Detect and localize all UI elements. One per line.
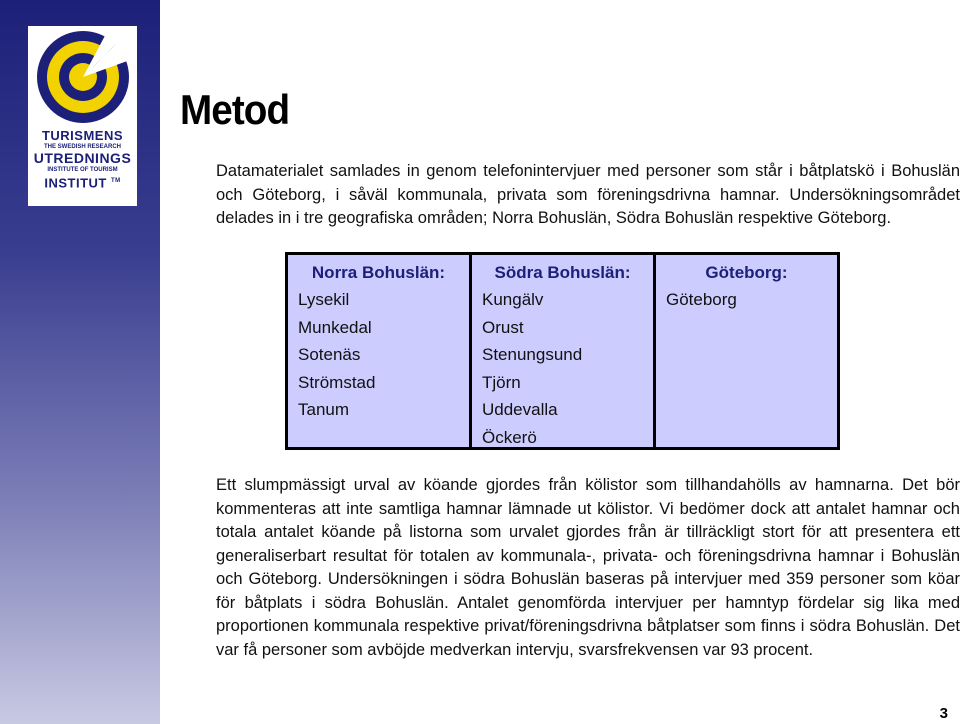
logo-line-5-text: INSTITUT: [44, 175, 107, 191]
list-item: Uddevalla: [482, 400, 558, 419]
list-item: Tjörn: [482, 372, 521, 392]
region-column-sodra: [472, 255, 656, 447]
region-list: [666, 286, 827, 314]
list-item: Stenungsund: [482, 345, 583, 364]
intro-paragraph: Datamaterialet samlades in genom telefonintervjuer med personer som står i båtplatskö i Bohuslän och Göteborg, i såväl kommunala, privata som föreningsdrivna hamnar. Undersökningsområdet delades in i tre geografiska områden; Norra Bohuslän, Södra Bohuslän respektive Göteborg.: [216, 162, 960, 227]
list-item: Öckerö: [482, 427, 537, 447]
logo-trademark: TM: [110, 178, 121, 184]
logo-line-5: [28, 174, 137, 190]
logo-line-2: THE SWEDISH RESEARCH: [43, 144, 121, 150]
list-item: Strömstad: [298, 372, 376, 392]
region-heading: Göteborg:: [705, 263, 788, 282]
page-number: 3: [939, 705, 948, 722]
region-column-goteborg: [656, 255, 837, 447]
logo-line-4: INSTITUTE OF TOURISM: [47, 167, 118, 173]
list-item: Göteborg: [666, 290, 737, 309]
institute-logo: [28, 26, 137, 206]
region-list: [298, 286, 459, 424]
logo-line-3: UTREDNINGS: [33, 150, 132, 166]
region-column-norra: [288, 255, 472, 447]
regions-table: [285, 252, 840, 450]
list-item: Sotenäs: [298, 345, 361, 364]
list-item: Tanum: [298, 400, 350, 419]
logo-text: [28, 128, 137, 190]
list-item: Munkedal: [298, 317, 372, 337]
region-heading: Norra Bohuslän:: [311, 263, 446, 282]
list-item: Kungälv: [482, 290, 544, 309]
logo-emblem-icon: [36, 30, 130, 124]
region-list: [482, 286, 643, 451]
logo-line-1: TURISMENS: [41, 128, 124, 143]
page-title: Metod: [180, 86, 290, 133]
body-paragraph: Ett slumpmässigt urval av köande gjordes från kölistor som tillhandahölls av hamnarna. Det bör kommenteras att inte samtliga hamnar lämnade ut kölistor. Vi bedömer dock att antalet hamnar och totala antalet köande på listorna som urvalet gjordes från är tillräckligt stort för att presentera ett generaliserbart resultat för totalen av kommunala-, privata- och föreningsdrivna hamnar i Bohuslän och Göteborg. Undersökningen i södra Bohuslän baseras på intervjuer med 359 personer som köar för båtplats i södra Bohuslän. Antalet genomförda intervjuer per hamntyp fördelar sig lika med proportionen kommunala respektive privat/föreningsdrivna båtplatser som finns i södra Bohuslän. Det var få personer som avböjde medverkan intervju, svarsfrekvensen var 93 procent.: [216, 476, 960, 659]
region-heading: Södra Bohuslän:: [494, 263, 631, 282]
list-item: Lysekil: [298, 290, 350, 309]
list-item: Orust: [482, 317, 524, 337]
